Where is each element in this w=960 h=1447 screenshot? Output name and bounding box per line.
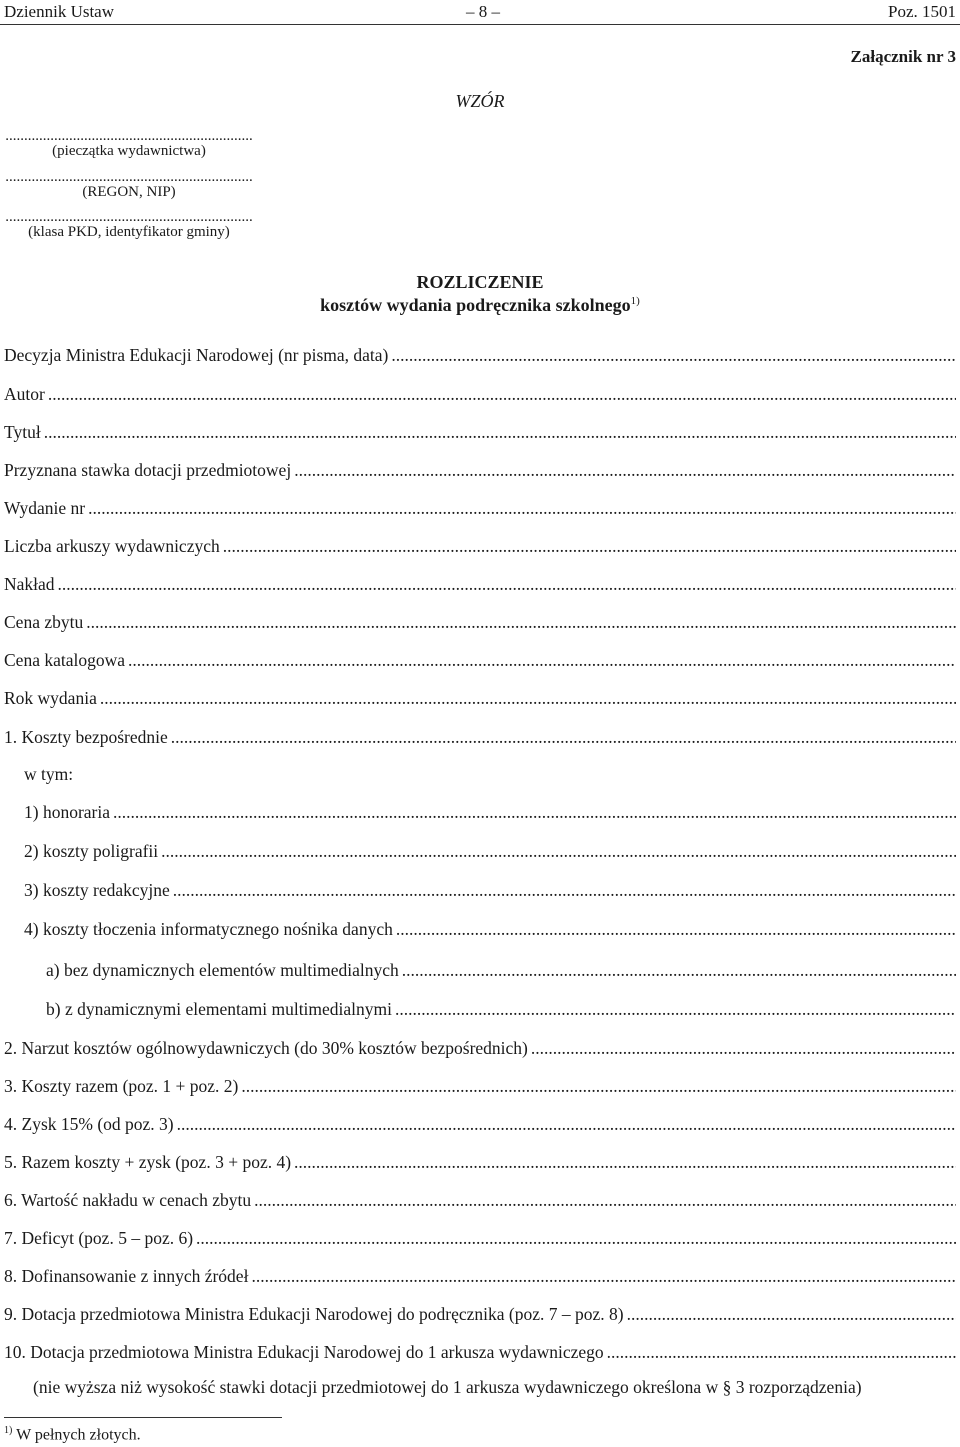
journal-name: Dziennik Ustaw — [4, 2, 115, 21]
stamp-field-pkd[interactable] — [4, 211, 254, 241]
stamp-dots: .................................................................. — [5, 171, 253, 184]
template-label: WZÓR — [455, 91, 505, 111]
cost-item-media[interactable]: 4) koszty tłoczenia informatycznego nośnika danych ..... — [24, 918, 956, 940]
stamp-caption: (klasa PKD, identyfikator gminy) — [28, 224, 230, 240]
page-number: – 8 – — [466, 2, 500, 21]
cost-item-printing[interactable]: 2) koszty poligrafii ..... — [24, 840, 956, 862]
stamp-caption: (REGON, NIP) — [82, 184, 176, 200]
field-year[interactable]: Rok wydania ..... — [4, 687, 956, 709]
field-print-run[interactable]: Nakład ..... — [4, 573, 956, 595]
of-which-label: w tym: — [24, 764, 74, 784]
footnote — [4, 1425, 141, 1444]
cost-item-editorial[interactable]: 3) koszty redakcyjne ..... — [24, 879, 956, 901]
position-7[interactable]: 7. Deficyt (poz. 5 – poz. 6) ..... — [4, 1227, 956, 1249]
document-subtitle: kosztów wydania podręcznika szkolnego$^{1)}$ — [320, 295, 640, 315]
field-decision[interactable]: Decyzja Ministra Edukacji Narodowej (nr pisma, data) ..... — [4, 344, 956, 366]
field-author[interactable]: Autor ..... — [4, 383, 956, 405]
field-sheets[interactable]: Liczba arkuszy wydawniczych ..... — [4, 535, 956, 557]
cost-subitem-no-multimedia[interactable]: a) bez dynamicznych elementów multimedialnych ..... — [46, 959, 956, 981]
cost-subitem-multimedia[interactable]: b) z dynamicznymi elementami multimedialnymi ..... — [46, 998, 956, 1020]
field-catalog-price[interactable]: Cena katalogowa ..... — [4, 649, 956, 671]
stamp-field-regon[interactable] — [4, 171, 254, 201]
footnote-ref: 1) — [630, 295, 640, 307]
stamp-dots: .................................................................. — [5, 211, 253, 224]
stamp-dots: .................................................................. — [5, 130, 253, 143]
stamp-caption: (pieczątka wydawnictwa) — [52, 143, 206, 159]
cost-direct[interactable]: 1. Koszty bezpośrednie ..... — [4, 726, 956, 748]
position-9[interactable]: 9. Dotacja przedmiotowa Ministra Edukacji Narodowej do podręcznika (poz. 7 – poz. 8) ..... — [4, 1303, 956, 1325]
annex-label: Załącznik nr 3 — [850, 47, 956, 66]
document-title: ROZLICZENIE — [416, 272, 544, 292]
field-subsidy-rate[interactable]: Przyznana stawka dotacji przedmiotowej ..... — [4, 459, 956, 481]
page-header — [0, 0, 960, 24]
position-10[interactable]: 10. Dotacja przedmiotowa Ministra Edukacji Narodowej do 1 arkusza wydawniczego ..... — [4, 1341, 956, 1363]
header-rule — [0, 24, 960, 25]
position-6[interactable]: 6. Wartość nakładu w cenach zbytu ..... — [4, 1189, 956, 1211]
position-4[interactable]: 4. Zysk 15% (od poz. 3) ..... — [4, 1113, 956, 1135]
footnote-rule — [4, 1417, 282, 1418]
field-title[interactable]: Tytuł ..... — [4, 421, 956, 443]
position-3[interactable]: 3. Koszty razem (poz. 1 + poz. 2) ..... — [4, 1075, 956, 1097]
position-5[interactable]: 5. Razem koszty + zysk (poz. 3 + poz. 4) ..... — [4, 1151, 956, 1173]
cost-item-fees[interactable]: 1) honoraria ..... — [24, 801, 956, 823]
footnote-marker: 1) — [4, 1425, 13, 1436]
field-edition[interactable]: Wydanie nr ..... — [4, 497, 956, 519]
subsidy-note: (nie wyższa niż wysokość stawki dotacji przedmiotowej do 1 arkusza wydawniczego określona w § 3 rozporządzenia) — [33, 1377, 862, 1397]
field-sale-price[interactable]: Cena zbytu ..... — [4, 611, 956, 633]
stamp-field-publisher[interactable] — [4, 130, 254, 160]
position-8[interactable]: 8. Dofinansowanie z innych źródeł ..... — [4, 1265, 956, 1287]
footnote-text: W pełnych złotych. — [16, 1426, 141, 1444]
position-number: Poz. 1501 — [888, 2, 956, 21]
position-2[interactable]: 2. Narzut kosztów ogólnowydawniczych (do 30% kosztów bezpośrednich) ..... — [4, 1037, 956, 1059]
